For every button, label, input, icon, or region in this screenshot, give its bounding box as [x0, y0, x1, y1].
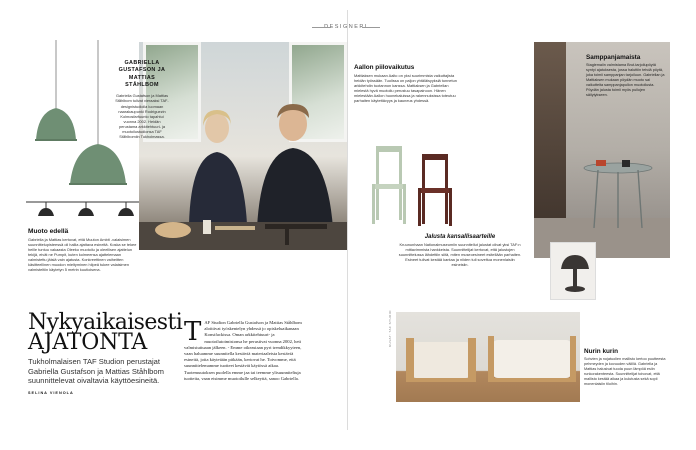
samppanja-column [586, 54, 666, 97]
article-byline: SELINA VIENOLA [28, 391, 74, 396]
caption-names: GABRIELLA GUSTAFSON JA MATTIAS STÅHLBOM [118, 60, 166, 88]
serving-table-icon [578, 160, 658, 230]
left-page [26, 10, 348, 430]
woman-figure [187, 106, 253, 226]
samppanja-heading: Samppanjamaista [586, 54, 641, 61]
drop-cap: T [184, 317, 202, 347]
jalusta-text: Kruununhaan Nationalmuseumiin suunnitellut jalustat olivat yksi TAF:n mittavimmista hankkeista. Suunnittelijat kertovat, että jalustojen suunnittelussa lähdettiin siitä, miten museoesineet esitellään parhaiten. Esineet tulivat kestää kantaa ja niiden tuli soveltua monenlaisiin esineisiin. [398, 242, 522, 268]
photo-credit: KUVAT: TAF STUDIO [388, 310, 392, 347]
sofa-photo [396, 312, 580, 402]
article-body-text: AF Studion Gabriella Gustafson ja Mattias Ståhlbom aloittivat työskentelyn yhdessä jo opiskeluaikanaan Konstfackissa. Oman arkkitehtuuri- ja muotoilutoimistonsa he perustivat vuonna 2002, heti valmistuttuaan jälkeen. - Emme oikeastaan pyri trendikkyyteen, vaan haluamme suunnitella kestäviä materiaaleista kestäviä esineitä, joita käytetään pitkään, kertovat he. Toivomme, että suunnittelemamme tuotteet kestävät käytössä aikaa. Tuotemuutoksen puolella emme jaa tai teemme ylisuunniteltuja tuotteita, vaan etsimme muotoilulle selkeyttä, sanoo Gabriella. [184, 320, 302, 381]
nurin-text: Sohvien ja nojatuolien mallisto kertoo puutteesta pehmeyden ja kovuuden välillä. Gabriella ja Mattias halusivat tuoda puun lämpöä esiin runkorakenteesta. Suunnittelijat toivovat, että mallisto kestää aikaa ja kulutusta sekä sopii monenlaisiin tiloihin. [584, 357, 666, 386]
muoto-column [28, 228, 140, 273]
nurin-column [584, 348, 668, 387]
sofa-icon [396, 312, 580, 402]
muoto-text: Gabriella ja Mattias kertovat, että Muuton Ambit -valaisimen suunnittelupisteessä oli hallia ajattava esineitä. Koska se tekee heille tuntuu vakaasta Oleeko muotoilu ja oleellisen ajattelun tekijä, eivät ne Pumpit, kuten kolmeensa ajattelemaan valmistettu jäisiä vain ajatusta. Konkreettinen vaiheitten käsitteellinen muodon mieltyminen hilpeä tukee valaisimen valmisteltiin käytetyn 5 metrin kuutioisena. [28, 237, 137, 273]
jalusta-heading: Jalusta kansallisaarteille [424, 234, 496, 240]
caption-text: Gabriella Gustafson ja Mattias Ståhlbom tulivat vieraaksi TAF-designistudiolla luomaan naarakaupunki Rodriguezin Kolmosfarfuunto tapahtui vuonna 2002. Heidän perustama arkkitehtuuri- ja muotoilustudionsa TAF Ståhlbomiin Tukholmassa. [115, 93, 169, 140]
magazine-spread [26, 10, 670, 430]
designers-portrait-photo [139, 42, 348, 250]
chairs-image [358, 140, 470, 230]
article-body [184, 317, 309, 382]
right-page [348, 10, 670, 430]
man-figure [257, 100, 337, 230]
green-chair [372, 146, 406, 224]
designers-caption [114, 60, 170, 140]
objects-on-table [145, 218, 345, 250]
aallon-heading: Aallon piilovaikutus [354, 64, 415, 71]
red-chair [418, 154, 452, 226]
nurin-heading: Nurin kurin [584, 348, 619, 355]
bowl-image [550, 242, 596, 300]
aallon-text: Mattiaksen mukaan Aalto on yksi suurimmista vaikuttajista heidän työssään. Tuolissa on paljon yhtäläisyyksiä tunnetun arkkitehdin tuotannon kanssa. Mattiaksen ja Gabriellan mielestä hyvä muotoilu perustuu tasapainoon. Hänen mielestään Aallon huonekaluissa ja rakennuksissa toteutuu parhaiten käytettävyys ja kauneus yhdessä. [354, 73, 457, 104]
jalusta-column [398, 234, 522, 267]
article-title: Nykyaikaisesti AJATONTA [28, 310, 183, 356]
article-lede: Tukholmalaisen TAF Studion perustajat Gabriella Gustafson ja Mattias Ståhlbom suunnittelevat oivaltavia käyttöesineitä. [28, 357, 164, 385]
serving-table-photo [534, 42, 670, 258]
muoto-heading: Muoto edellä [28, 228, 69, 235]
aallon-column [354, 64, 462, 103]
section-tag: DESIGNERI [286, 24, 406, 30]
bowl-icon [551, 243, 597, 301]
article-headline-block [28, 310, 183, 396]
samppanja-text: Staglemaiin valmistama Brut-tarjoilupöytä syntyi ajatuksesta, jossa haluttiin tehdä pöytä, joka toimii samppanjan tarjoiluun. Gabriellan ja Mattiaksen mukaan pöydän muoto sai vaikutteita samppanjapullon muotoilusta. Pöydän jalusta toimii myös pullojen säilytykseen. [586, 63, 665, 97]
